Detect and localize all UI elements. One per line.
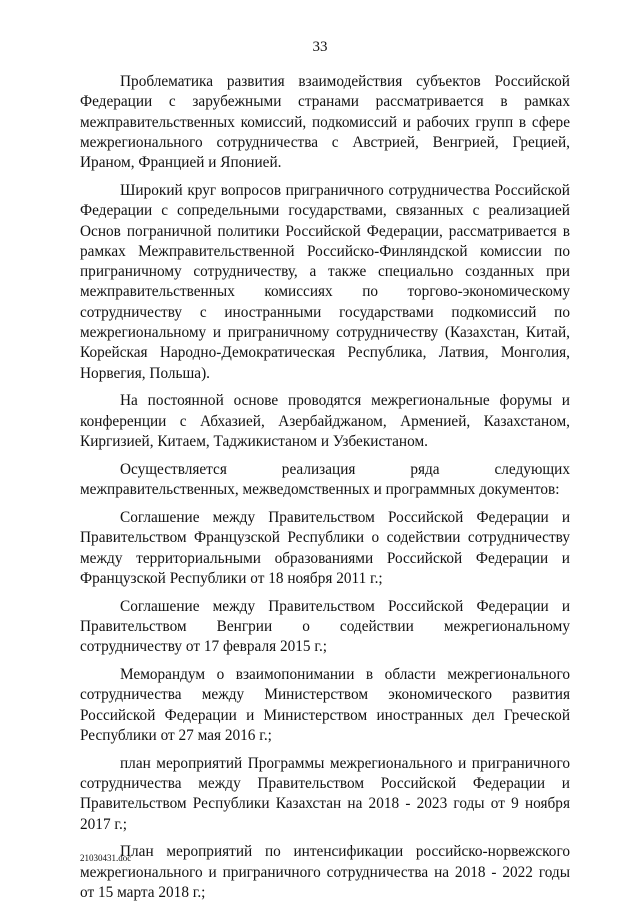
paragraph-5: Соглашение между Правительством Российской Федерации и Правительством Французской Республики о содействии сотрудничеству между территориальными образованиями Российской Федерации и Французской Республики от 18 ноября 2011 г.; <box>80 508 570 587</box>
document-filename-footer: 21030431.doc <box>80 853 132 863</box>
paragraph-2: Широкий круг вопросов приграничного сотрудничества Российской Федерации с сопредельными государствами, связанных с реализацией Основ пограничной политики Российской Федерации, рассматривается в рамках Межправительственной Российско-Финляндской комиссии по приграничному сотрудничеству, а также специально созданных при межправительственных комиссиях по торгово-экономическому сотрудничеству с иностранными государствами подкомиссий по межрегиональному и приграничному сотрудничеству (Казахстан, Китай, Корейская Народно-Демократическая Республика, Латвия, Монголия, Норвегия, Польша). <box>80 181 570 382</box>
paragraph-3: На постоянной основе проводятся межрегиональные форумы и конференции с Абхазией, Азербайджаном, Арменией, Казахстаном, Киргизией, Китаем, Таджикистаном и Узбекистаном. <box>80 392 570 451</box>
paragraph-4: Осуществляется реализация ряда следующих межправительственных, межведомственных и программных документов: <box>80 460 570 499</box>
paragraph-6: Соглашение между Правительством Российской Федерации и Правительством Венгрии о содействии межрегиональному сотрудничеству от 17 февраля 2015 г.; <box>80 597 570 656</box>
page-number: 33 <box>312 39 328 55</box>
paragraph-7: Меморандум о взаимопонимании в области межрегионального сотрудничества между Министерством экономического развития Российской Федерации и Министерством иностранных дел Греческой Республики от 27 мая 2016 г.; <box>80 666 570 744</box>
document-body <box>80 72 570 911</box>
paragraph-9: План мероприятий по интенсификации российско-норвежского межрегионального и приграничного сотрудничества на 2018 - 2022 годы от 15 марта 2018 г.; <box>80 843 570 901</box>
paragraph-8: план мероприятий Программы межрегионального и приграничного сотрудничества между Правительством Российской Федерации и Правительством Республики Казахстан на 2018 - 2023 годы от 9 ноября 2017 г.; <box>80 754 570 833</box>
paragraph-1: Проблематика развития взаимодействия субъектов Российской Федерации с зарубежными странами рассматривается в рамках межправительственных комиссий, подкомиссий и рабочих групп в сфере межрегионального сотрудничества с Австрией, Венгрией, Грецией, Ираном, Францией и Японией. <box>80 73 570 172</box>
